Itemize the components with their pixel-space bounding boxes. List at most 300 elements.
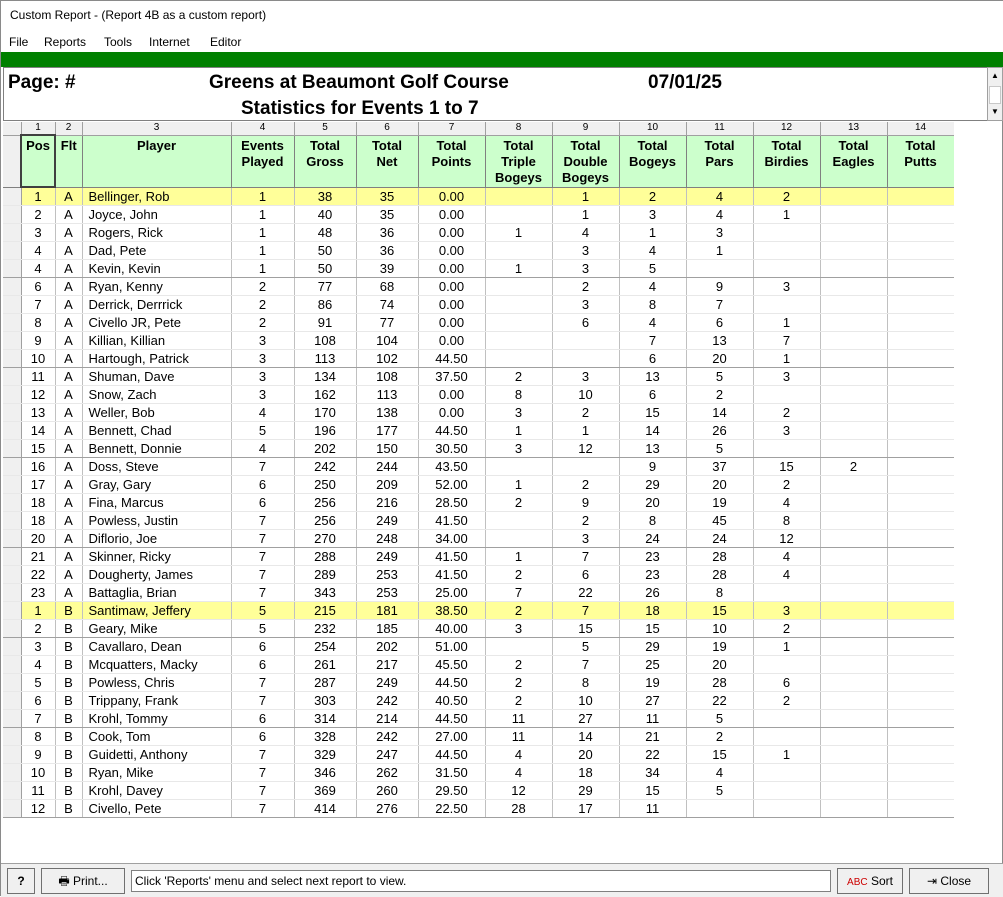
column-header-double-bogeys[interactable]: Total Double Bogeys — [552, 135, 619, 187]
cell-pars: 15 — [686, 602, 753, 620]
cell-eagles — [820, 512, 887, 530]
cell-player: Kevin, Kevin — [82, 260, 231, 278]
row-selector[interactable] — [3, 584, 21, 602]
row-selector[interactable] — [3, 314, 21, 332]
table-row[interactable] — [3, 764, 954, 782]
cell-triple-bogeys — [485, 512, 552, 530]
header-scrollbar[interactable] — [987, 67, 1003, 121]
cell-putts — [887, 638, 954, 656]
cell-total-net: 177 — [356, 422, 418, 440]
cell-pos: 8 — [21, 728, 55, 746]
cell-putts — [887, 728, 954, 746]
cell-triple-bogeys: 8 — [485, 386, 552, 404]
cell-events-played: 4 — [231, 404, 294, 422]
cell-player: Derrick, Derrrick — [82, 296, 231, 314]
row-selector[interactable] — [3, 674, 21, 692]
cell-double-bogeys: 1 — [552, 206, 619, 224]
table-row[interactable] — [3, 782, 954, 800]
cell-triple-bogeys — [485, 206, 552, 224]
column-header-total-gross[interactable]: Total Gross — [294, 135, 356, 187]
table-row[interactable] — [3, 710, 954, 728]
row-selector[interactable] — [3, 710, 21, 728]
column-header-player[interactable]: Player — [82, 135, 231, 187]
cell-birdies — [753, 800, 820, 818]
cell-putts — [887, 278, 954, 296]
cell-total-points: 43.50 — [418, 458, 485, 476]
row-selector[interactable] — [3, 638, 21, 656]
corner-cell — [3, 122, 21, 135]
cell-events-played: 7 — [231, 692, 294, 710]
cell-triple-bogeys — [485, 458, 552, 476]
column-number[interactable]: 1 — [21, 122, 55, 135]
cell-flt: B — [55, 800, 82, 818]
row-selector[interactable] — [3, 602, 21, 620]
column-number[interactable]: 5 — [294, 122, 356, 135]
cell-events-played: 1 — [231, 242, 294, 260]
row-selector[interactable] — [3, 800, 21, 818]
cell-player: Gray, Gary — [82, 476, 231, 494]
cell-total-gross: 343 — [294, 584, 356, 602]
cell-bogeys: 29 — [619, 476, 686, 494]
column-header-flt[interactable]: Flt — [55, 135, 82, 187]
cell-total-gross: 414 — [294, 800, 356, 818]
table-row[interactable] — [3, 206, 954, 224]
cell-total-net: 249 — [356, 548, 418, 566]
cell-putts — [887, 386, 954, 404]
cell-putts — [887, 422, 954, 440]
column-header-events-played[interactable]: Events Played — [231, 135, 294, 187]
row-selector[interactable] — [3, 746, 21, 764]
column-number[interactable]: 11 — [686, 122, 753, 135]
cell-triple-bogeys: 2 — [485, 368, 552, 386]
row-selector[interactable] — [3, 350, 21, 368]
cell-events-played: 7 — [231, 782, 294, 800]
table-row[interactable] — [3, 386, 954, 404]
cell-birdies: 3 — [753, 368, 820, 386]
cell-triple-bogeys — [485, 187, 552, 206]
cell-pos: 5 — [21, 674, 55, 692]
column-number[interactable]: 10 — [619, 122, 686, 135]
row-selector[interactable] — [3, 440, 21, 458]
cell-pos: 12 — [21, 800, 55, 818]
row-selector[interactable] — [3, 566, 21, 584]
cell-triple-bogeys — [485, 530, 552, 548]
table-row[interactable] — [3, 440, 954, 458]
row-selector[interactable] — [3, 782, 21, 800]
cell-eagles — [820, 314, 887, 332]
door-exit-icon: ⇥ — [926, 874, 938, 888]
cell-total-net: 276 — [356, 800, 418, 818]
cell-pars: 19 — [686, 638, 753, 656]
cell-bogeys: 3 — [619, 206, 686, 224]
cell-triple-bogeys — [485, 242, 552, 260]
scroll-thumb[interactable] — [989, 86, 1001, 104]
cell-pars: 2 — [686, 386, 753, 404]
table-row[interactable] — [3, 638, 954, 656]
stats-grid — [3, 122, 954, 818]
cell-player: Civello, Pete — [82, 800, 231, 818]
cell-bogeys: 15 — [619, 782, 686, 800]
scroll-down-icon[interactable]: ▼ — [988, 104, 1002, 120]
cell-pars: 37 — [686, 458, 753, 476]
cell-putts — [887, 764, 954, 782]
row-selector[interactable] — [3, 296, 21, 314]
cell-triple-bogeys: 2 — [485, 566, 552, 584]
cell-pos: 7 — [21, 296, 55, 314]
table-row[interactable] — [3, 620, 954, 638]
row-selector[interactable] — [3, 512, 21, 530]
cell-total-points: 51.00 — [418, 638, 485, 656]
cell-player: Civello JR, Pete — [82, 314, 231, 332]
cell-pos: 3 — [21, 224, 55, 242]
cell-pars: 22 — [686, 692, 753, 710]
cell-triple-bogeys — [485, 314, 552, 332]
cell-pos: 15 — [21, 440, 55, 458]
cell-events-played: 5 — [231, 602, 294, 620]
cell-pos: 11 — [21, 368, 55, 386]
cell-eagles — [820, 224, 887, 242]
cell-pars: 28 — [686, 548, 753, 566]
table-row[interactable] — [3, 566, 954, 584]
cell-birdies — [753, 224, 820, 242]
cell-total-points: 0.00 — [418, 187, 485, 206]
cell-pars: 6 — [686, 314, 753, 332]
cell-eagles — [820, 242, 887, 260]
cell-player: Guidetti, Anthony — [82, 746, 231, 764]
menu-reports[interactable]: Reports — [44, 35, 87, 49]
row-selector[interactable] — [3, 692, 21, 710]
cell-total-gross: 40 — [294, 206, 356, 224]
cell-birdies: 7 — [753, 332, 820, 350]
cell-flt: B — [55, 638, 82, 656]
cell-pars: 4 — [686, 187, 753, 206]
cell-events-played: 1 — [231, 206, 294, 224]
cell-bogeys: 29 — [619, 638, 686, 656]
cell-player: Fina, Marcus — [82, 494, 231, 512]
cell-eagles — [820, 782, 887, 800]
column-header-pos[interactable]: Pos — [21, 135, 55, 187]
cell-player: Doss, Steve — [82, 458, 231, 476]
row-selector[interactable] — [3, 422, 21, 440]
cell-events-played: 5 — [231, 422, 294, 440]
table-row[interactable] — [3, 656, 954, 674]
cell-player: Trippany, Frank — [82, 692, 231, 710]
menu-internet[interactable]: Internet — [149, 35, 190, 49]
menu-bar — [1, 32, 1003, 52]
cell-total-net: 104 — [356, 332, 418, 350]
cell-player: Krohl, Tommy — [82, 710, 231, 728]
cell-birdies: 2 — [753, 404, 820, 422]
cell-player: Powless, Chris — [82, 674, 231, 692]
cell-flt: B — [55, 692, 82, 710]
cell-pars: 9 — [686, 278, 753, 296]
cell-events-played: 3 — [231, 350, 294, 368]
cell-player: Battaglia, Brian — [82, 584, 231, 602]
cell-putts — [887, 692, 954, 710]
close-label: Close — [940, 874, 972, 888]
table-row[interactable] — [3, 314, 954, 332]
cell-pos: 7 — [21, 710, 55, 728]
row-selector[interactable] — [3, 620, 21, 638]
cell-birdies — [753, 656, 820, 674]
table-row[interactable] — [3, 800, 954, 818]
cell-total-net: 249 — [356, 674, 418, 692]
row-selector[interactable] — [3, 530, 21, 548]
cell-total-net: 35 — [356, 187, 418, 206]
cell-eagles — [820, 368, 887, 386]
column-header-birdies[interactable]: Total Birdies — [753, 135, 820, 187]
cell-total-gross: 329 — [294, 746, 356, 764]
menu-file[interactable]: File — [9, 35, 29, 49]
cell-triple-bogeys: 11 — [485, 710, 552, 728]
table-row[interactable] — [3, 332, 954, 350]
print-label: Print... — [72, 874, 108, 888]
column-header-pars[interactable]: Total Pars — [686, 135, 753, 187]
cell-birdies: 3 — [753, 422, 820, 440]
table-row[interactable] — [3, 187, 954, 206]
cell-total-gross: 108 — [294, 332, 356, 350]
cell-total-points: 25.00 — [418, 584, 485, 602]
cell-events-played: 3 — [231, 368, 294, 386]
column-header-triple-bogeys[interactable]: Total Triple Bogeys — [485, 135, 552, 187]
cell-birdies — [753, 764, 820, 782]
scroll-up-icon[interactable]: ▲ — [988, 68, 1002, 84]
cell-birdies: 3 — [753, 602, 820, 620]
cell-pos: 2 — [21, 206, 55, 224]
cell-double-bogeys: 17 — [552, 800, 619, 818]
table-row[interactable] — [3, 728, 954, 746]
cell-events-played: 7 — [231, 512, 294, 530]
table-row[interactable] — [3, 404, 954, 422]
table-row[interactable] — [3, 548, 954, 566]
cell-birdies: 4 — [753, 548, 820, 566]
table-row[interactable] — [3, 224, 954, 242]
cell-pos: 16 — [21, 458, 55, 476]
cell-total-net: 253 — [356, 584, 418, 602]
cell-player: Bennett, Chad — [82, 422, 231, 440]
cell-pars: 2 — [686, 728, 753, 746]
row-selector[interactable] — [3, 728, 21, 746]
column-number[interactable]: 3 — [82, 122, 231, 135]
cell-flt: A — [55, 187, 82, 206]
column-number[interactable]: 2 — [55, 122, 82, 135]
cell-total-gross: 289 — [294, 566, 356, 584]
row-selector[interactable] — [3, 386, 21, 404]
cell-flt: A — [55, 566, 82, 584]
cell-total-points: 44.50 — [418, 746, 485, 764]
row-selector[interactable] — [3, 368, 21, 386]
cell-bogeys: 21 — [619, 728, 686, 746]
cell-total-gross: 77 — [294, 278, 356, 296]
cell-total-points: 40.00 — [418, 620, 485, 638]
table-row[interactable] — [3, 458, 954, 476]
column-number[interactable]: 4 — [231, 122, 294, 135]
cell-total-net: 108 — [356, 368, 418, 386]
column-header-total-points[interactable]: Total Points — [418, 135, 485, 187]
cell-pars: 1 — [686, 242, 753, 260]
table-row[interactable] — [3, 242, 954, 260]
cell-bogeys: 6 — [619, 386, 686, 404]
cell-total-net: 102 — [356, 350, 418, 368]
cell-pos: 18 — [21, 512, 55, 530]
cell-total-gross: 346 — [294, 764, 356, 782]
table-row[interactable] — [3, 296, 954, 314]
row-selector[interactable] — [3, 187, 21, 206]
cell-triple-bogeys: 3 — [485, 620, 552, 638]
cell-total-gross: 113 — [294, 350, 356, 368]
table-row[interactable] — [3, 494, 954, 512]
cell-player: Shuman, Dave — [82, 368, 231, 386]
cell-flt: B — [55, 782, 82, 800]
table-row[interactable] — [3, 368, 954, 386]
cell-events-played: 7 — [231, 548, 294, 566]
cell-pars: 24 — [686, 530, 753, 548]
cell-double-bogeys: 7 — [552, 602, 619, 620]
cell-birdies — [753, 584, 820, 602]
cell-flt: B — [55, 746, 82, 764]
cell-total-net: 36 — [356, 242, 418, 260]
cell-eagles — [820, 602, 887, 620]
cell-double-bogeys: 22 — [552, 584, 619, 602]
table-row[interactable] — [3, 746, 954, 764]
cell-flt: A — [55, 350, 82, 368]
green-divider — [1, 52, 1003, 67]
cell-double-bogeys: 18 — [552, 764, 619, 782]
cell-flt: A — [55, 476, 82, 494]
row-selector[interactable] — [3, 260, 21, 278]
column-header-eagles[interactable]: Total Eagles — [820, 135, 887, 187]
cell-double-bogeys: 8 — [552, 674, 619, 692]
cell-birdies: 4 — [753, 494, 820, 512]
cell-total-net: 77 — [356, 314, 418, 332]
cell-events-played: 7 — [231, 764, 294, 782]
table-row[interactable] — [3, 584, 954, 602]
row-selector[interactable] — [3, 135, 21, 187]
cell-total-gross: 50 — [294, 242, 356, 260]
table-row[interactable] — [3, 476, 954, 494]
table-row[interactable] — [3, 674, 954, 692]
row-selector[interactable] — [3, 548, 21, 566]
column-number[interactable]: 7 — [418, 122, 485, 135]
cell-total-net: 138 — [356, 404, 418, 422]
help-button[interactable] — [7, 868, 35, 894]
cell-events-played: 6 — [231, 728, 294, 746]
table-row[interactable] — [3, 422, 954, 440]
cell-player: Joyce, John — [82, 206, 231, 224]
cell-pos: 9 — [21, 746, 55, 764]
cell-events-played: 5 — [231, 620, 294, 638]
row-selector[interactable] — [3, 494, 21, 512]
menu-editor[interactable]: Editor — [210, 35, 242, 49]
cell-birdies — [753, 260, 820, 278]
cell-player: Ryan, Kenny — [82, 278, 231, 296]
cell-triple-bogeys — [485, 332, 552, 350]
cell-pars: 3 — [686, 224, 753, 242]
cell-bogeys: 4 — [619, 314, 686, 332]
cell-birdies — [753, 296, 820, 314]
cell-double-bogeys: 6 — [552, 566, 619, 584]
row-selector[interactable] — [3, 476, 21, 494]
cell-pars — [686, 800, 753, 818]
table-row[interactable] — [3, 512, 954, 530]
cell-total-points: 0.00 — [418, 332, 485, 350]
table-row[interactable] — [3, 602, 954, 620]
column-header-total-net[interactable]: Total Net — [356, 135, 418, 187]
column-number[interactable]: 13 — [820, 122, 887, 135]
cell-player: Geary, Mike — [82, 620, 231, 638]
table-row[interactable] — [3, 350, 954, 368]
table-row[interactable] — [3, 278, 954, 296]
row-selector[interactable] — [3, 458, 21, 476]
cell-birdies: 8 — [753, 512, 820, 530]
column-header-putts[interactable]: Total Putts — [887, 135, 954, 187]
cell-player: Skinner, Ricky — [82, 548, 231, 566]
cell-total-net: 185 — [356, 620, 418, 638]
row-selector[interactable] — [3, 404, 21, 422]
row-selector[interactable] — [3, 224, 21, 242]
cell-double-bogeys: 2 — [552, 512, 619, 530]
row-selector[interactable] — [3, 656, 21, 674]
column-number[interactable]: 8 — [485, 122, 552, 135]
column-number[interactable]: 9 — [552, 122, 619, 135]
cell-pars: 4 — [686, 764, 753, 782]
cell-total-points: 30.50 — [418, 440, 485, 458]
table-row[interactable] — [3, 692, 954, 710]
cell-pos: 13 — [21, 404, 55, 422]
cell-total-points: 41.50 — [418, 566, 485, 584]
cell-pos: 22 — [21, 566, 55, 584]
table-row[interactable] — [3, 530, 954, 548]
row-selector[interactable] — [3, 278, 21, 296]
cell-flt: A — [55, 404, 82, 422]
cell-pars: 13 — [686, 332, 753, 350]
menu-tools[interactable]: Tools — [104, 35, 133, 49]
cell-triple-bogeys: 7 — [485, 584, 552, 602]
cell-player: Rogers, Rick — [82, 224, 231, 242]
cell-pos: 10 — [21, 764, 55, 782]
cell-eagles — [820, 494, 887, 512]
cell-double-bogeys: 9 — [552, 494, 619, 512]
print-button[interactable] — [41, 868, 125, 894]
row-selector[interactable] — [3, 206, 21, 224]
column-number[interactable]: 12 — [753, 122, 820, 135]
cell-events-played: 7 — [231, 458, 294, 476]
cell-double-bogeys: 29 — [552, 782, 619, 800]
cell-total-gross: 369 — [294, 782, 356, 800]
cell-birdies: 6 — [753, 674, 820, 692]
row-selector[interactable] — [3, 332, 21, 350]
cell-birdies — [753, 728, 820, 746]
cell-events-played: 1 — [231, 224, 294, 242]
cell-double-bogeys: 5 — [552, 638, 619, 656]
table-row[interactable] — [3, 260, 954, 278]
cell-total-points: 0.00 — [418, 224, 485, 242]
cell-putts — [887, 296, 954, 314]
column-number[interactable]: 14 — [887, 122, 954, 135]
cell-total-points: 0.00 — [418, 404, 485, 422]
cell-events-played: 2 — [231, 278, 294, 296]
column-number[interactable]: 6 — [356, 122, 418, 135]
cell-double-bogeys: 7 — [552, 656, 619, 674]
cell-total-points: 0.00 — [418, 296, 485, 314]
close-button[interactable] — [909, 868, 989, 894]
row-selector[interactable] — [3, 764, 21, 782]
sort-button[interactable] — [837, 868, 903, 894]
cell-events-played: 7 — [231, 566, 294, 584]
column-header-bogeys[interactable]: Total Bogeys — [619, 135, 686, 187]
row-selector[interactable] — [3, 242, 21, 260]
cell-flt: A — [55, 332, 82, 350]
